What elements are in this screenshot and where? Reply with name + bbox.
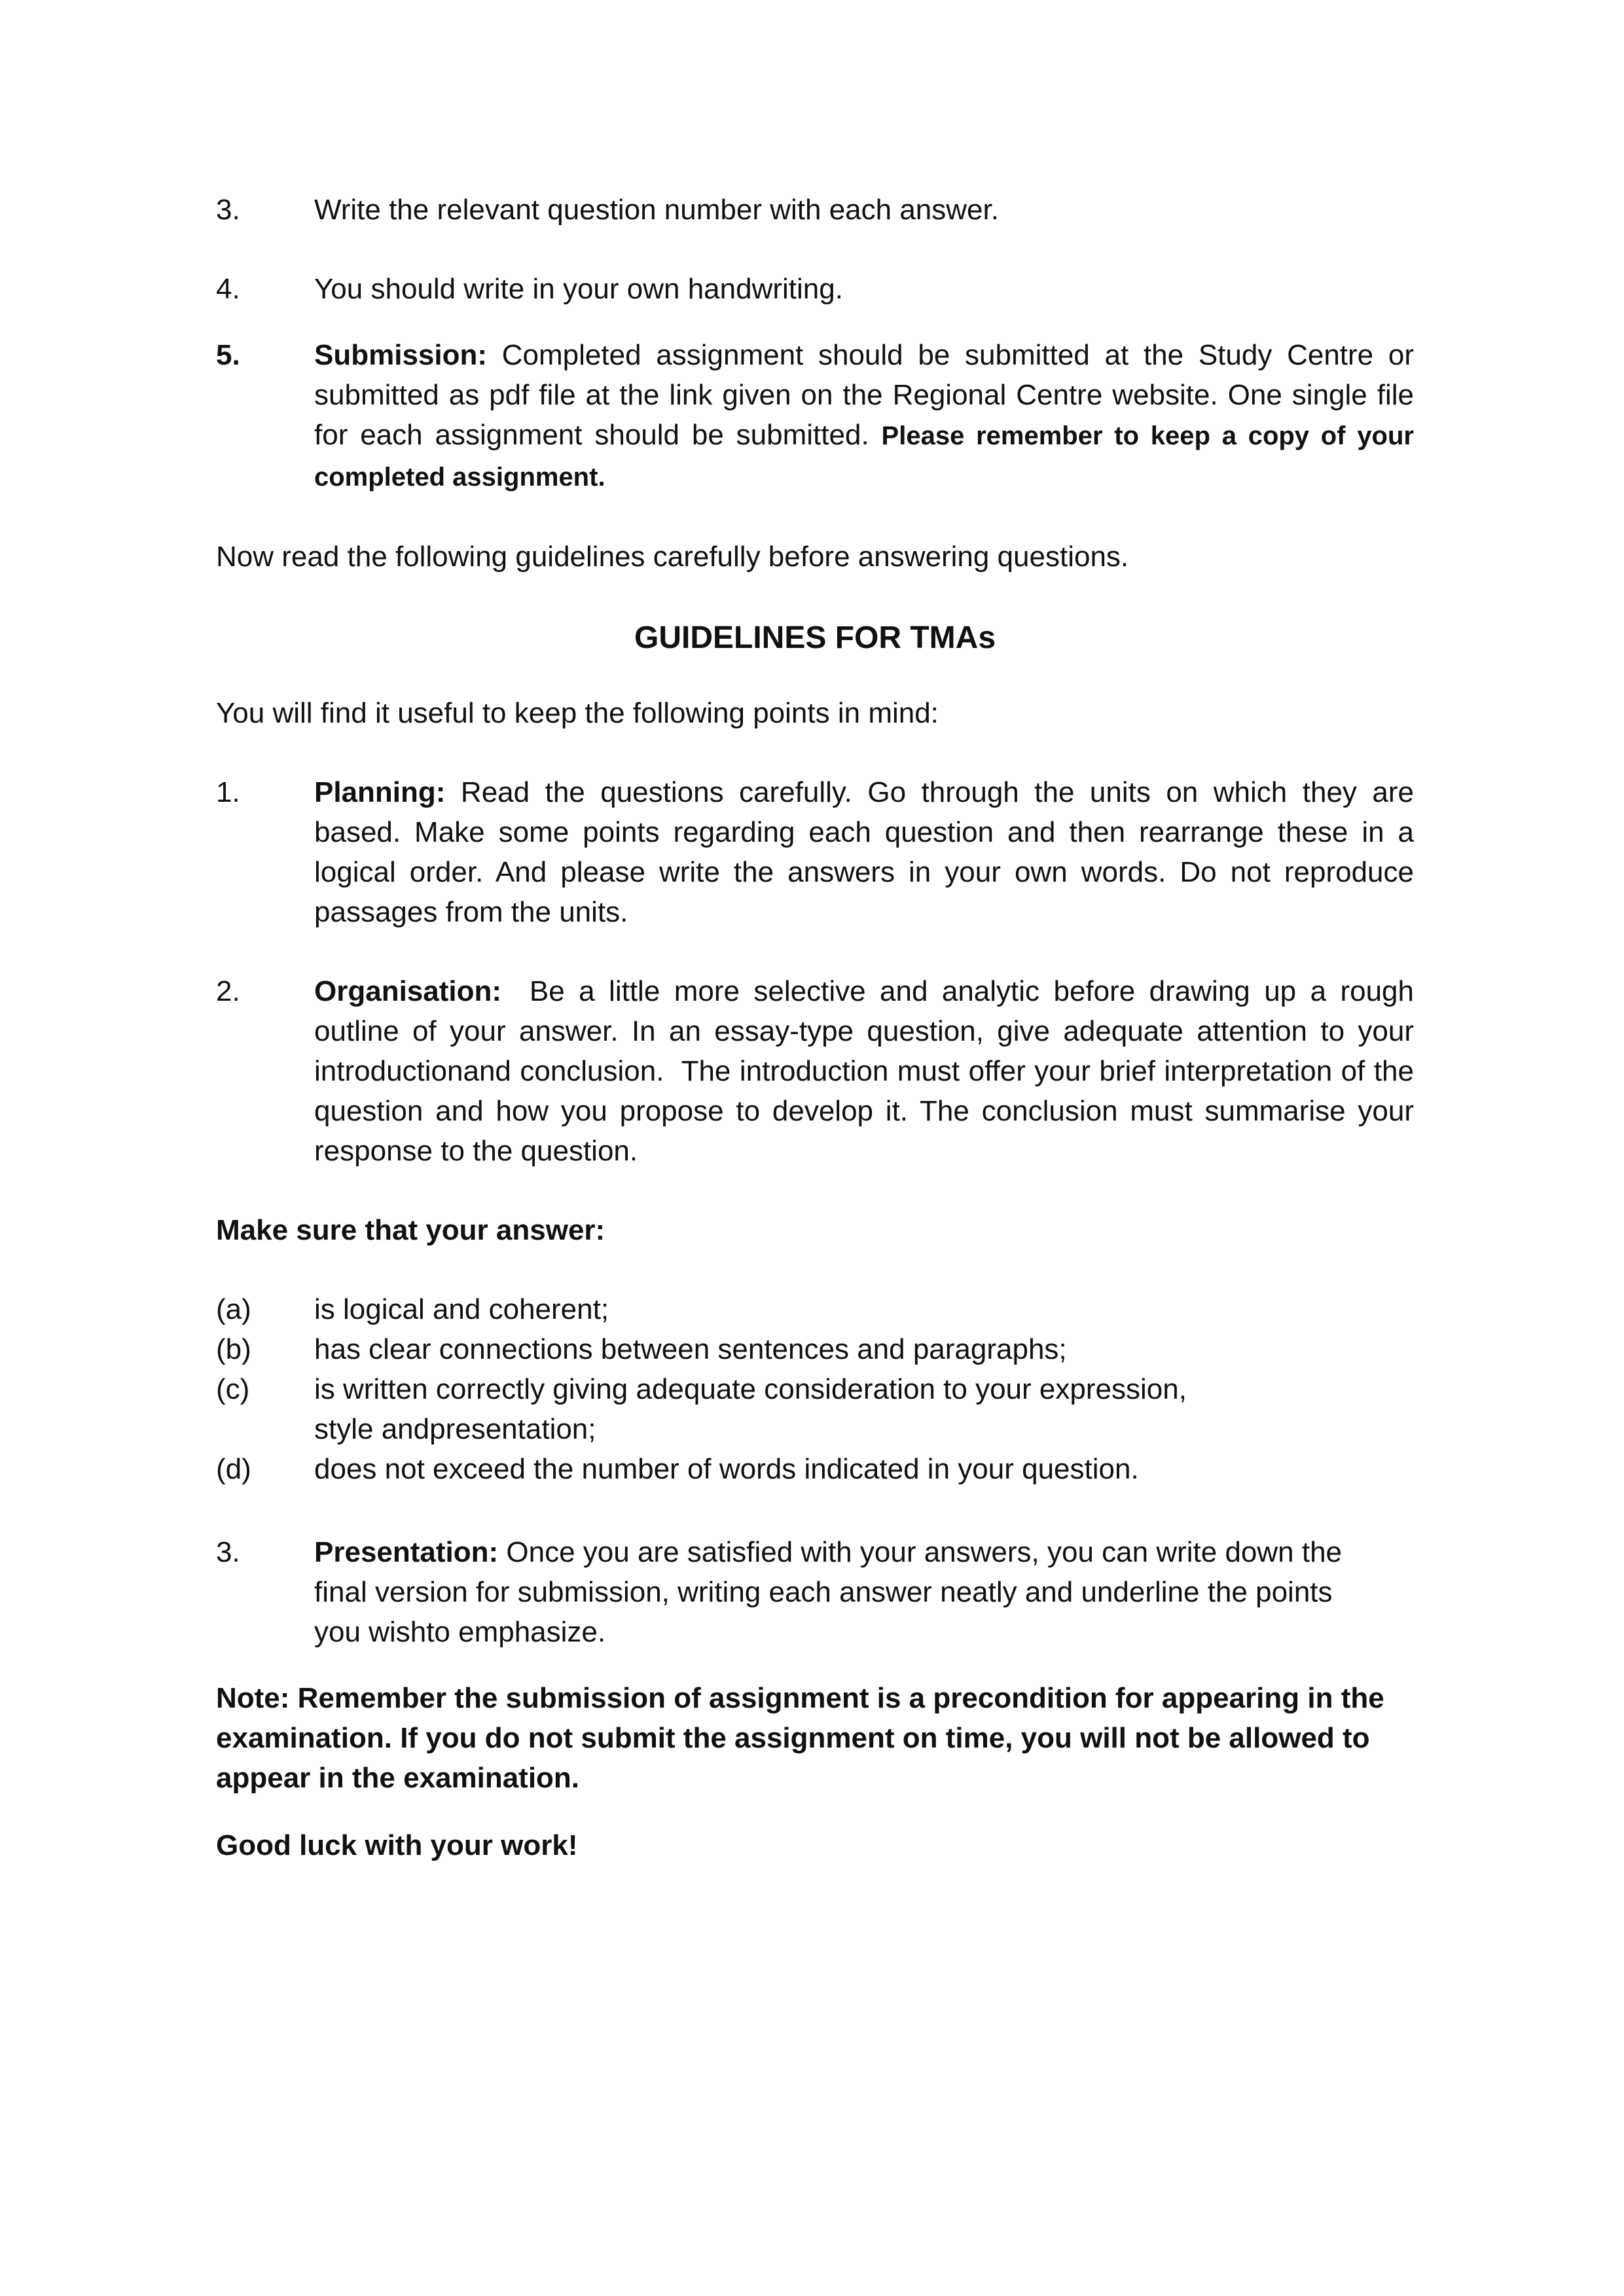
planning-label: Planning: — [314, 776, 446, 808]
submission-emphasis: Please remember to keep a copy of your completed assignment. — [314, 422, 1414, 492]
item-text: does not exceed the number of words indicated in your question. — [314, 1453, 1139, 1485]
points-intro: You will find it useful to keep the following points in mind: — [216, 697, 939, 729]
item-text — [314, 1369, 1414, 1449]
closing-line: Good luck with your work! — [216, 1829, 578, 1861]
instruction-item-3 — [216, 190, 1414, 230]
guidelines-heading: GUIDELINES FOR TMAs — [634, 620, 996, 655]
item-text-line-2: style andpresentation; — [314, 1413, 596, 1445]
checklist-item-d — [216, 1449, 1414, 1489]
item-number: 5. — [216, 339, 240, 371]
item-text: You should write in your own handwriting. — [314, 273, 843, 305]
answer-checklist — [216, 1289, 1414, 1489]
item-letter: (a) — [216, 1293, 251, 1325]
item-number: 3. — [216, 194, 240, 226]
instruction-item-4 — [216, 269, 1414, 309]
submission-body: Completed assignment should be submitted at the Study Centre or submitted as pdf file at the link given on the Regional Centre website. One single file for each assignment should be submitted. — [314, 339, 1414, 451]
presentation-line-3: you wishto emphasize. — [314, 1616, 606, 1648]
presentation-text — [314, 1532, 1414, 1652]
item-text: has clear connections between sentences and paragraphs; — [314, 1333, 1067, 1365]
presentation-label: Presentation: — [314, 1536, 499, 1568]
presentation-body: Once you are satisfied with your answers, you can write down the — [498, 1536, 1343, 1568]
make-sure-heading: Make sure that your answer: — [216, 1214, 605, 1246]
organisation-text — [314, 971, 1422, 1171]
instruction-item-5-submission — [216, 335, 1414, 497]
presentation-line-1 — [314, 1532, 1414, 1572]
item-number: 2. — [216, 975, 240, 1007]
checklist-item-b — [216, 1329, 1414, 1369]
guideline-planning — [216, 772, 1414, 932]
item-number: 1. — [216, 776, 240, 808]
item-text: is logical and coherent; — [314, 1293, 609, 1325]
planning-text — [314, 772, 1414, 932]
submission-label: Submission: — [314, 339, 488, 371]
item-letter: (d) — [216, 1453, 251, 1485]
item-letter: (c) — [216, 1373, 250, 1405]
organisation-body: Be a little more selective and analytic before drawing up a rough outline of your answer. In an essay-type question, give adequate attention to your introductionand conclusion. The introduction must offer your brief interpretation of the question and how you propose to develop it. The conclusion must summarise your response to the question. — [314, 975, 1422, 1167]
item-text: Write the relevant question number with each answer. — [314, 194, 999, 226]
presentation-line-2: final version for submission, writing each answer neatly and underline the points — [314, 1576, 1333, 1608]
organisation-label: Organisation: — [314, 975, 502, 1007]
guideline-organisation — [216, 971, 1422, 1171]
checklist-item-c — [216, 1369, 1414, 1449]
guidelines-intro: Now read the following guidelines carefully before answering questions. — [216, 541, 1129, 573]
item-text-line-1: is written correctly giving adequate consideration to your expression, — [314, 1373, 1187, 1405]
item-number: 4. — [216, 273, 240, 305]
submission-note: Note: Remember the submission of assignment is a precondition for appearing in the examination. If you do not submit the assignment on time, you will not be allowed to appear in the examination. — [216, 1682, 1384, 1794]
guideline-presentation — [216, 1532, 1414, 1652]
document-content — [216, 190, 1422, 1865]
item-letter: (b) — [216, 1333, 251, 1365]
submission-text — [314, 335, 1414, 497]
checklist-item-a — [216, 1289, 1414, 1329]
item-number: 3. — [216, 1536, 240, 1568]
planning-body: Read the questions carefully. Go through the units on which they are based. Make some points regarding each question and then rearrange these in a logical order. And please write the answers in your own words. Do not reproduce passages from the units. — [314, 776, 1414, 928]
